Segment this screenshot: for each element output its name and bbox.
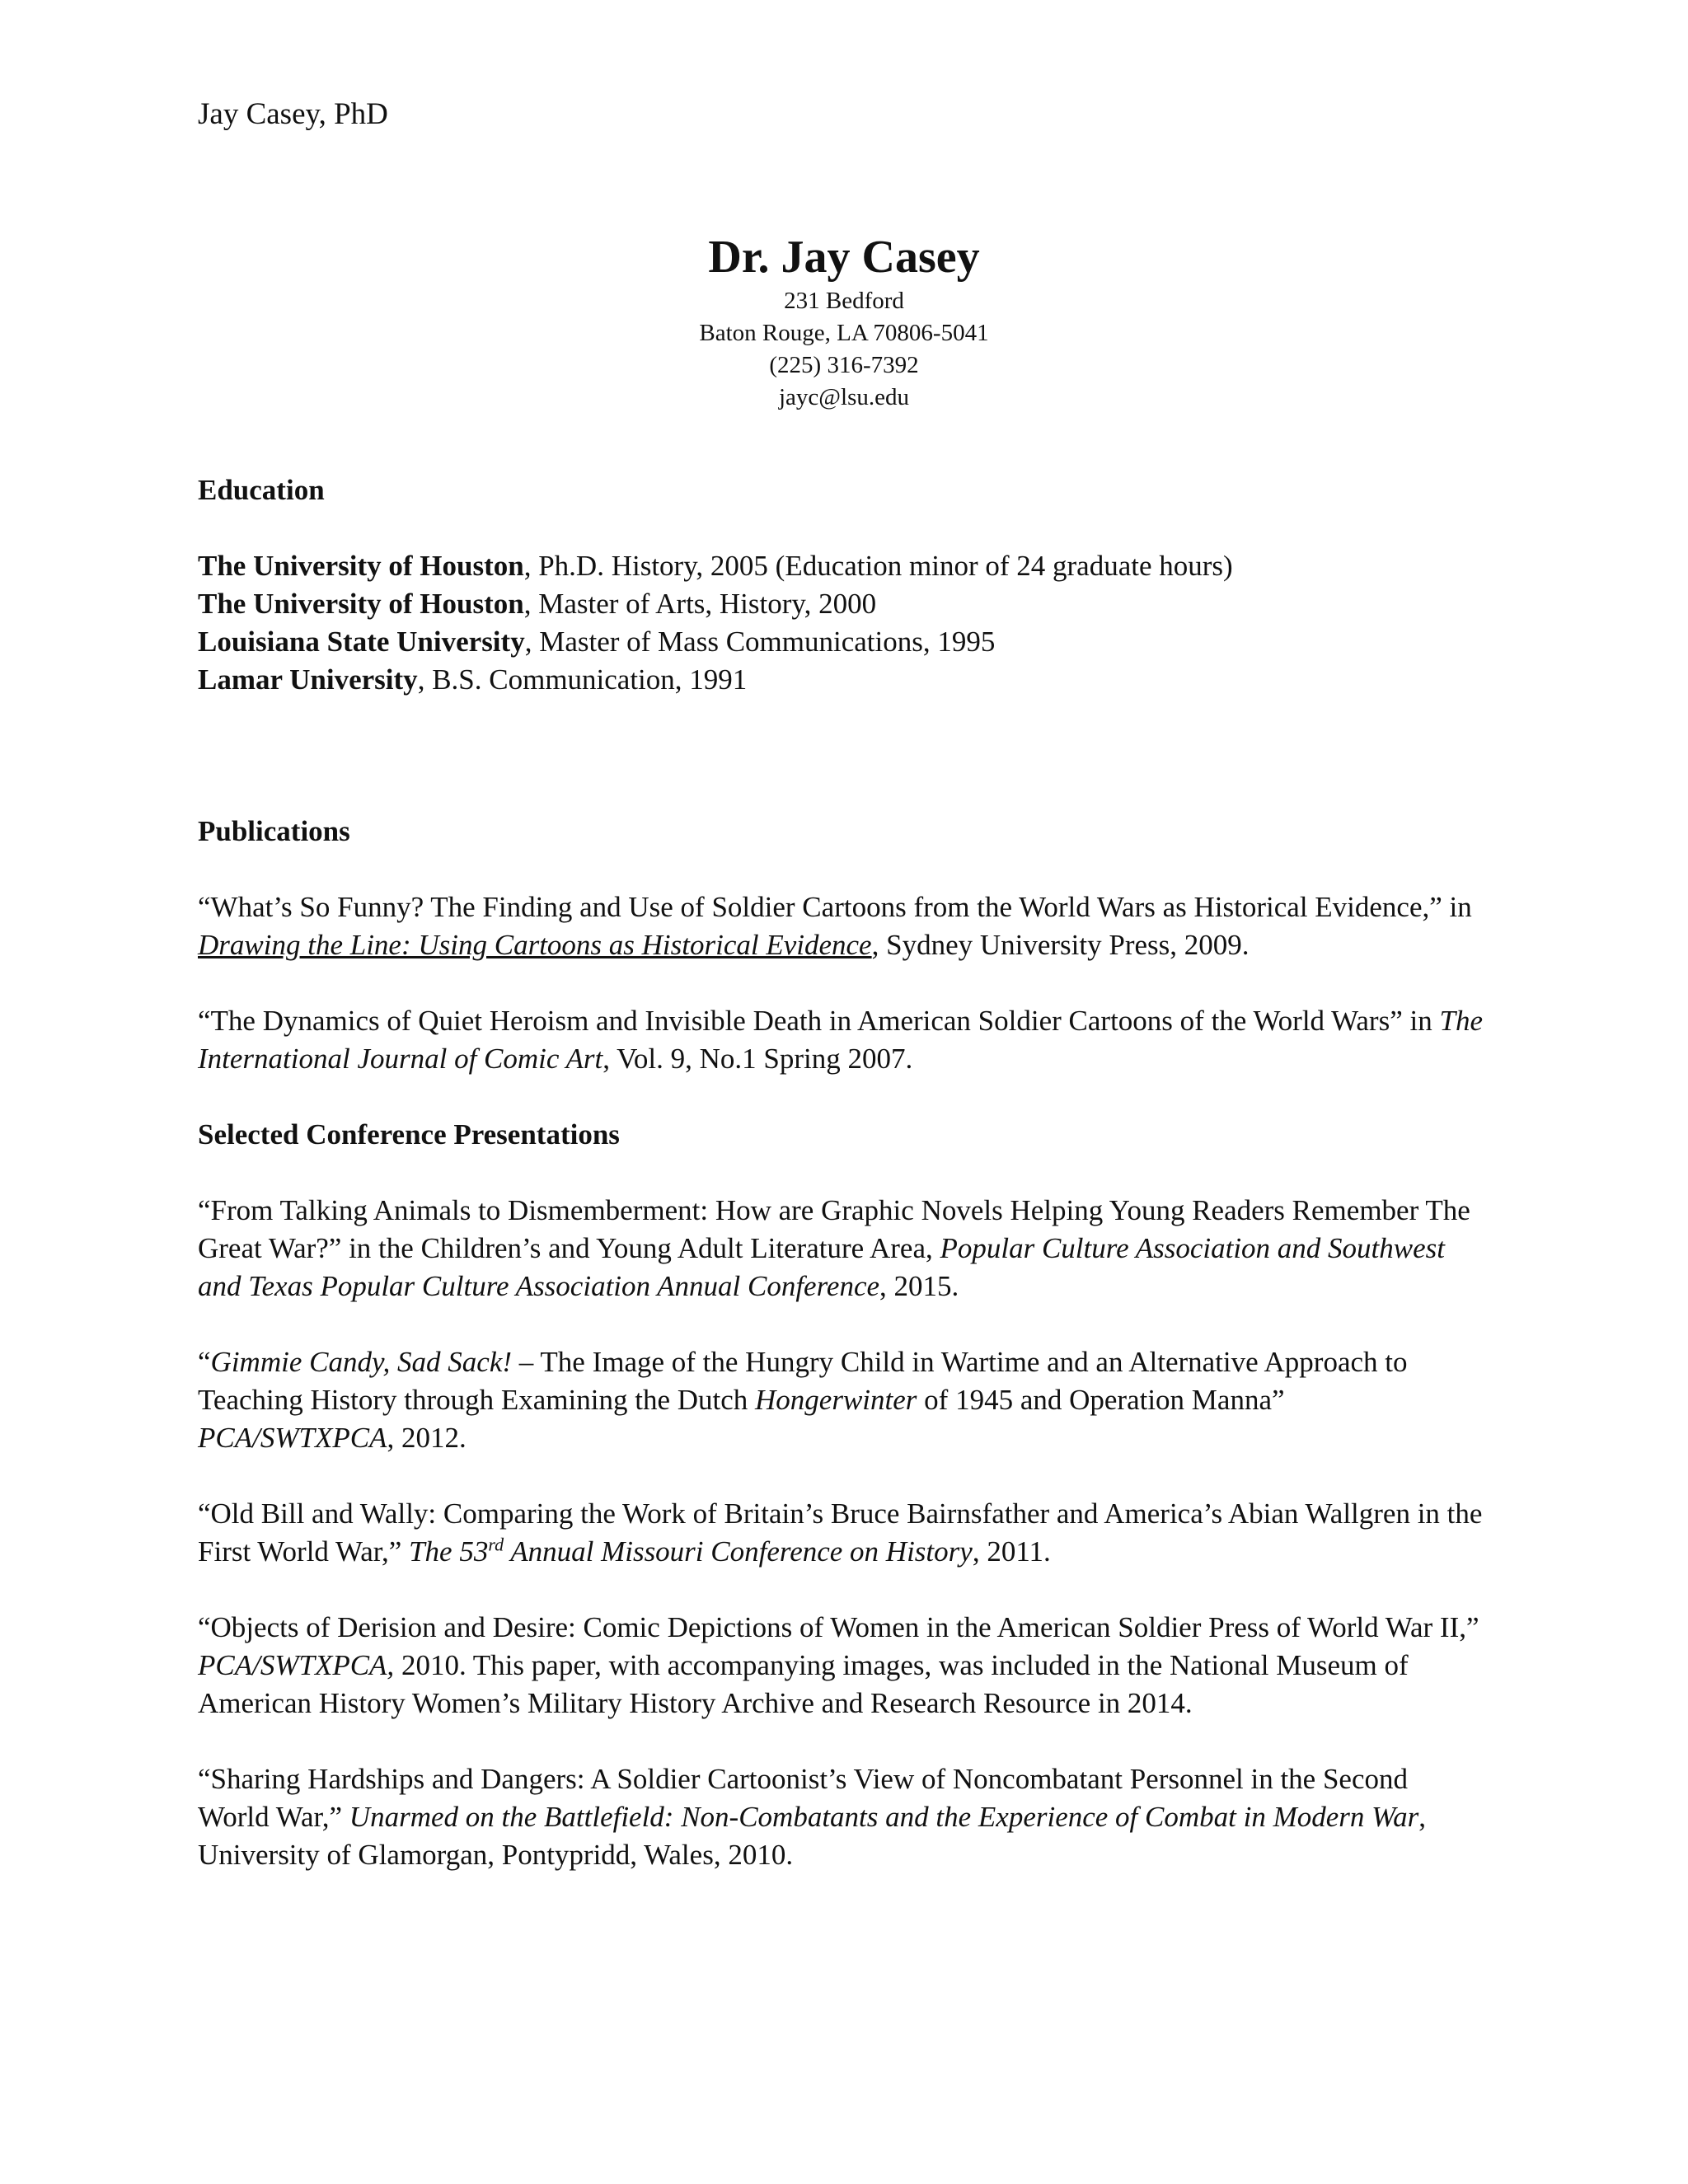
- cv-body: [198, 471, 1484, 1874]
- education-section: [198, 471, 1484, 699]
- conference-text: , 2011.: [972, 1535, 1051, 1568]
- degree-detail: , Master of Arts, History, 2000: [523, 588, 877, 620]
- education-item: [198, 661, 1484, 699]
- education-item: [198, 585, 1484, 623]
- conference-text: – The Image of the Hungry Child in Wartime and an Alternative Approach to Teaching History through Examining the Dutch: [198, 1346, 1408, 1416]
- conference-venue-part: The 53: [409, 1535, 489, 1568]
- address-line-2: Baton Rouge, LA 70806-5041: [699, 320, 989, 346]
- degree-detail: , Master of Mass Communications, 1995: [524, 626, 996, 658]
- degree-detail: , Ph.D. History, 2005 (Education minor of 24 graduate hours): [523, 550, 1233, 582]
- conference-venue: PCA/SWTXPCA,: [198, 1649, 395, 1681]
- phone-number: (225) 316-7392: [769, 352, 919, 378]
- conferences-section: [198, 1116, 1484, 1874]
- publication-text: , Vol. 9, No.1 Spring 2007.: [603, 1043, 913, 1075]
- conference-text: 2010. This paper, with accompanying images, was included in the National Museum of American History Women’s Military History Archive and Research Resource in 2014.: [198, 1649, 1409, 1719]
- publication-entry: [198, 888, 1484, 964]
- conference-venue: PCA/SWTXPCA: [198, 1422, 387, 1454]
- candidate-name: Dr. Jay Casey: [708, 232, 980, 283]
- conference-entry: [198, 1760, 1484, 1874]
- conference-text: of 1945 and Operation Manna”: [917, 1384, 1285, 1416]
- school-name: Lamar University: [198, 663, 418, 696]
- publication-text: “What’s So Funny? The Finding and Use of Soldier Cartoons from the World Wars as Historical Evidence,” in: [198, 891, 1472, 923]
- running-header: Jay Casey, PhD: [198, 97, 388, 131]
- conference-text: “From Talking Animals to Dismemberment: How are Graphic Novels Helping Young Readers Remember The Great War?” in the Children’s and Young Adult Literature Area,: [198, 1194, 1470, 1264]
- publication-text: , Sydney University Press, 2009.: [871, 929, 1250, 961]
- conference-text: “Old Bill and Wally: Comparing the Work of Britain’s Bruce Bairnsfather and America’s Abian Wallgren in the First World War,”: [198, 1497, 1483, 1568]
- conference-entry: [198, 1192, 1484, 1305]
- publication-text: “The Dynamics of Quiet Heroism and Invisible Death in American Soldier Cartoons of the World Wars” in: [198, 1005, 1440, 1037]
- conference-venue: [409, 1535, 973, 1568]
- school-name: The University of Houston: [198, 550, 524, 582]
- conference-text: “Sharing Hardships and Dangers: A Soldier Cartoonist’s View of Noncombatant Personnel in the Second World War,”: [198, 1763, 1409, 1833]
- conference-venue: Popular Culture Association and Southwest and Texas Popular Culture Association Annual Conference: [198, 1232, 1446, 1302]
- education-list: [198, 547, 1484, 699]
- publications-heading: Publications: [198, 815, 350, 847]
- ordinal-suffix: rd: [488, 1534, 504, 1555]
- degree-detail: , B.S. Communication, 1991: [417, 663, 748, 696]
- conference-title-italic: Gimmie Candy, Sad Sack!: [210, 1346, 513, 1378]
- conference-text: , University of Glamorgan, Pontypridd, Wales, 2010.: [198, 1801, 1426, 1871]
- publications-section: [198, 813, 1484, 1078]
- school-name: Louisiana State University: [198, 626, 525, 658]
- publication-venue: Drawing the Line: Using Cartoons as Historical Evidence: [198, 929, 872, 961]
- conference-venue: Unarmed on the Battlefield: Non-Combatants and the Experience of Combat in Modern War: [349, 1801, 1419, 1833]
- conference-entry: [198, 1609, 1484, 1722]
- education-heading: Education: [198, 474, 325, 506]
- email-address: jayc@lsu.edu: [779, 384, 909, 410]
- school-name: The University of Houston: [198, 588, 524, 620]
- conference-venue-part: Annual Missouri Conference on History: [504, 1535, 973, 1568]
- conference-entry: [198, 1343, 1484, 1457]
- education-item: [198, 623, 1484, 661]
- contact-block: [0, 229, 1688, 414]
- conferences-heading: Selected Conference Presentations: [198, 1118, 620, 1151]
- conference-text: , 2015.: [879, 1270, 959, 1302]
- address-line-1: 231 Bedford: [784, 288, 904, 314]
- publication-entry: [198, 1002, 1484, 1078]
- conference-term-italic: Hongerwinter: [755, 1384, 917, 1416]
- conference-text: , 2012.: [387, 1422, 467, 1454]
- publication-venue: The International Journal of Comic Art: [198, 1005, 1483, 1075]
- education-item: [198, 547, 1484, 585]
- conference-text: “: [198, 1346, 211, 1378]
- conference-text: “Objects of Derision and Desire: Comic Depictions of Women in the American Soldier Press of World War II,”: [198, 1611, 1479, 1643]
- conference-entry: [198, 1495, 1484, 1571]
